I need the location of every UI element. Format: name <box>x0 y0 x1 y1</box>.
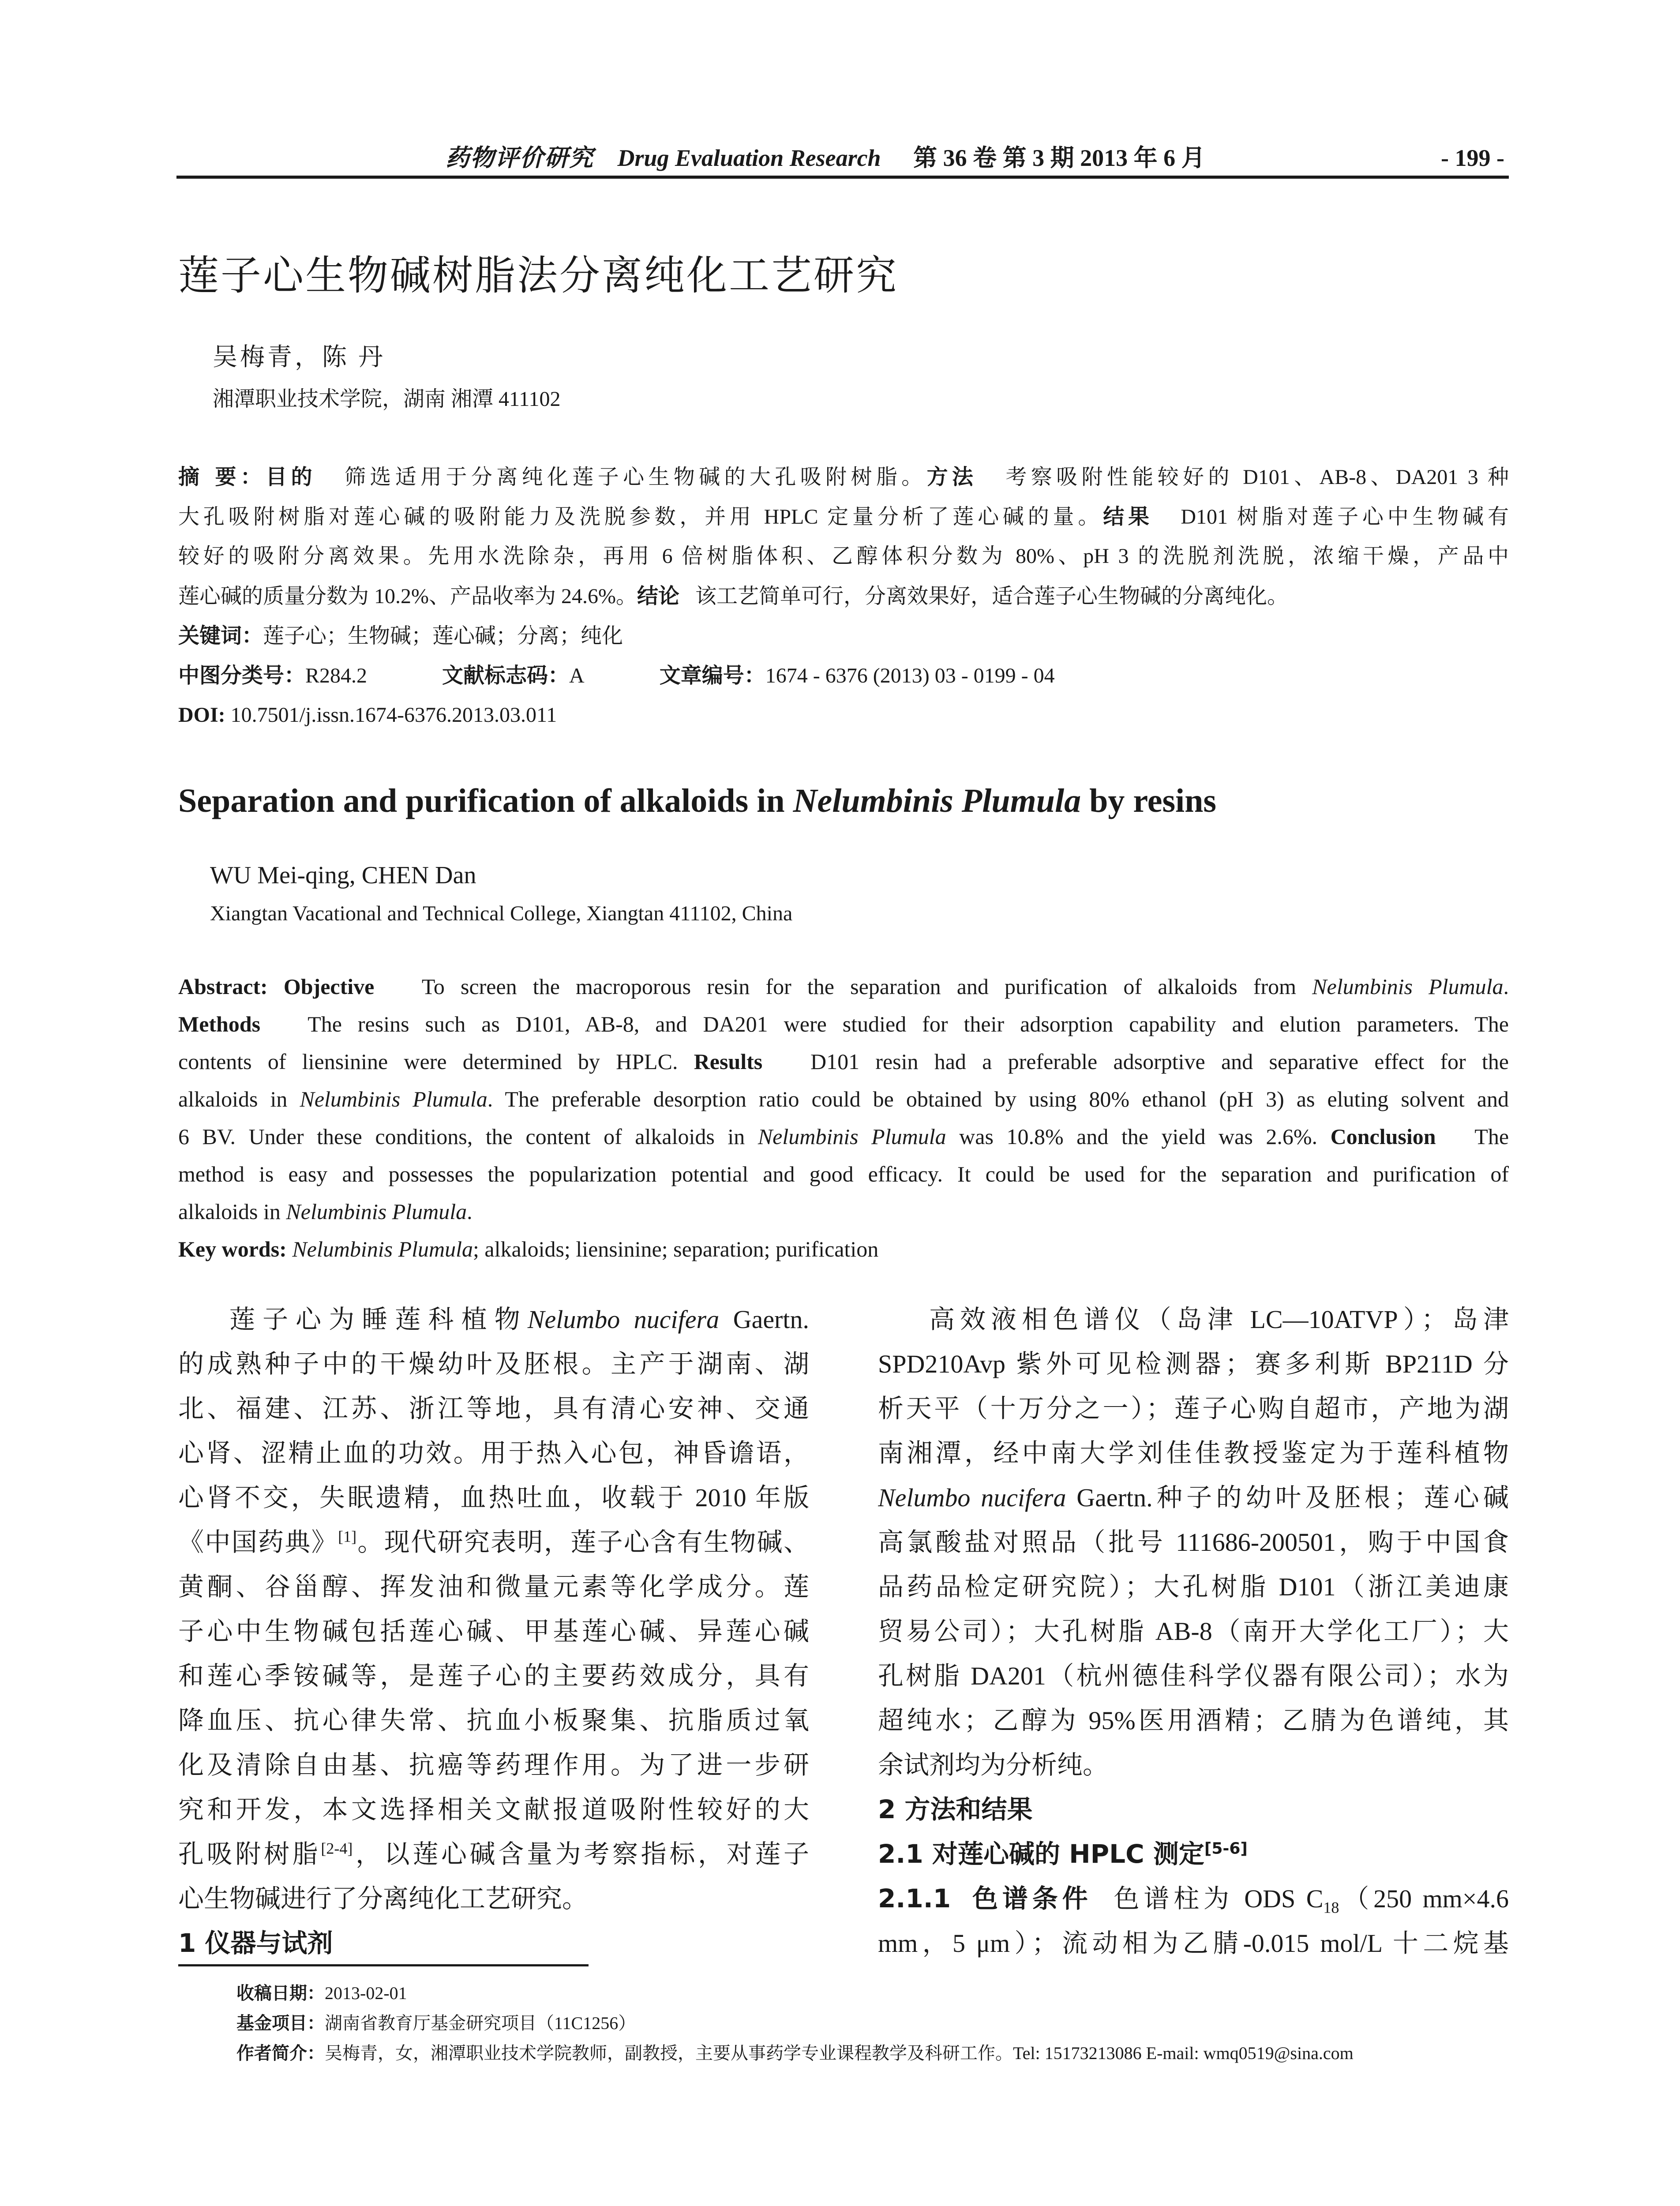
abstract-cn-line <box>178 576 1509 616</box>
subsubsection-title: 色谱条件 <box>972 1883 1092 1913</box>
abstract-en-text: 6 BV. Under these conditions, the content of alkaloids in <box>178 1124 745 1149</box>
abstract-en-italic: Nelumbinis Plumula <box>300 1087 488 1111</box>
abstract-en-label: Abstract: <box>178 974 268 999</box>
body-text: 莲子心为睡莲科植物 <box>229 1305 528 1334</box>
abstract-text: 筛选适用于分离纯化莲子心生物碱的大孔吸附树脂。 <box>345 465 927 489</box>
body-line: 品药品检定研究院）；大孔树脂 D101（浙江美迪康 <box>878 1572 1509 1601</box>
doi-line <box>178 695 1509 735</box>
body-line: 子心中生物碱包括莲心碱、甲基莲心碱、异莲心碱 <box>178 1617 809 1646</box>
doc-code-value: A <box>569 664 585 687</box>
body-italic: Nelumbo nucifera <box>878 1483 1066 1512</box>
keywords-label: 关键词： <box>178 623 263 648</box>
keywords-en <box>178 1231 1509 1268</box>
header-rule <box>176 176 1509 179</box>
objective-en-label: Objective <box>283 974 375 999</box>
abstract-text: 考察吸附性能较好的 D101、AB-8、DA201 3 种 <box>1005 465 1509 489</box>
section-heading: 1 仪器与试剂 <box>178 1928 333 1958</box>
subsubsection-number: 2.1.1 <box>878 1883 951 1913</box>
body-line <box>178 1832 809 1876</box>
abstract-en-text: . <box>467 1199 472 1224</box>
footnote-label: 基金项目： <box>236 2013 325 2033</box>
results-en-label: Results <box>694 1049 763 1074</box>
abstract-cn-line <box>178 497 1509 536</box>
body-line <box>878 1475 1509 1520</box>
journal-issue: 第 36 卷 第 3 期 2013 年 6 月 <box>913 145 1205 171</box>
body-text: 《中国药典》 <box>178 1528 338 1557</box>
keywords-cn <box>178 616 1509 656</box>
abstract-cn-line <box>178 536 1509 576</box>
abstract-en-text: The resins such as D101, AB-8, and DA201 were studied for their adsorption capability and elution parameters. The <box>308 1012 1509 1036</box>
abstract-en <box>178 968 1509 1268</box>
page-number: - 199 - <box>1441 145 1504 171</box>
body-text: ，以莲心碱含量为考察指标，对莲子 <box>352 1840 809 1868</box>
results-label: 结果 <box>1103 504 1153 529</box>
title-cn: 莲子心生物碱树脂法分离纯化工艺研究 <box>178 252 899 299</box>
subsection-title: 2.1 对莲心碱的 HPLC 测定 <box>878 1839 1204 1869</box>
abstract-en-line <box>178 1156 1509 1193</box>
objective-label: 目的 <box>266 465 316 489</box>
section-heading: 2 方法和结果 <box>878 1794 1033 1824</box>
footnote-received <box>236 1978 1354 2008</box>
body-line: 超纯水；乙醇为 95%医用酒精；乙腈为色谱纯，其 <box>878 1706 1509 1735</box>
abstract-en-line <box>178 1005 1509 1043</box>
body-line: 降血压、抗心律失常、抗血小板聚集、抗脂质过氧 <box>178 1706 809 1735</box>
abstract-text: 较好的吸附分离效果。先用水洗除杂，再用 6 倍树脂体积、乙醇体积分数为 80%、pH 3 的洗脱剂洗脱，浓缩干燥，产品中 <box>178 544 1509 568</box>
body-line <box>178 1297 809 1342</box>
clc-label: 中图分类号： <box>178 663 306 688</box>
keywords-en-italic: Nelumbinis Plumula <box>292 1237 473 1261</box>
citation-ref: [2-4] <box>321 1839 353 1857</box>
body-line: 心肾不交，失眠遗精，血热吐血，收载于 2010 年版 <box>178 1483 809 1512</box>
affiliation-cn: 湘潭职业技术学院，湖南 湘潭 411102 <box>213 387 561 411</box>
article-no-label: 文章编号： <box>659 663 765 688</box>
body-column-right <box>878 1297 1509 1966</box>
body-line: SPD210Avp 紫外可见检测器；赛多利斯 BP211D 分 <box>878 1350 1509 1378</box>
doi-value: 10.7501/j.issn.1674-6376.2013.03.011 <box>230 703 557 727</box>
methods-label: 方法 <box>926 465 978 489</box>
abstract-en-text: contents of liensinine were determined by HPLC. <box>178 1049 678 1074</box>
body-text: （250 mm×4.6 <box>1339 1884 1509 1913</box>
body-line: 高效液相色谱仪（岛津 LC—10ATVP）；岛津 <box>929 1305 1509 1334</box>
classification-line <box>178 656 1509 695</box>
doi-label: DOI: <box>178 703 225 727</box>
body-line: 黄酮、谷甾醇、挥发油和微量元素等化学成分。莲 <box>178 1572 809 1601</box>
journal-en-name: Drug Evaluation Research <box>617 145 881 171</box>
body-line <box>178 1520 809 1564</box>
body-italic: Nelumbo nucifera <box>527 1305 720 1334</box>
body-line: 余试剂均为分析纯。 <box>878 1751 1109 1779</box>
body-line: 北、福建、江苏、浙江等地，具有清心安神、交通 <box>178 1394 809 1423</box>
doc-code-label: 文献标志码： <box>442 663 570 688</box>
abstract-en-italic: Nelumbinis Plumula <box>1312 974 1504 999</box>
footnote-fund <box>236 2008 1354 2038</box>
abstract-en-text: The <box>1474 1124 1509 1149</box>
keywords-text: 莲子心；生物碱；莲心碱；分离；纯化 <box>263 624 623 648</box>
clc-value: R284.2 <box>305 664 368 687</box>
conclusion-en-label: Conclusion <box>1330 1124 1436 1149</box>
body-line: 化及清除自由基、抗癌等药理作用。为了进一步研 <box>178 1751 809 1779</box>
subscript: 18 <box>1323 1898 1339 1917</box>
abstract-en-text: To screen the macroporous resin for the separation and purification of alkaloids from <box>421 974 1297 999</box>
abstract-en-text: alkaloids in <box>178 1199 281 1224</box>
abstract-cn-line <box>178 457 1509 497</box>
keywords-en-text: ; alkaloids; liensinine; separation; purification <box>473 1237 879 1261</box>
title-en-italic: Nelumbinis Plumula <box>793 782 1081 819</box>
journal-info <box>446 140 1205 176</box>
body-text: 色谱柱为 ODS C <box>1114 1884 1324 1913</box>
subsection-heading <box>878 1832 1509 1876</box>
abstract-en-line <box>178 1080 1509 1118</box>
footnote-label: 作者简介： <box>236 2043 325 2063</box>
abstract-text: D101 树脂对莲子心中生物碱有 <box>1181 505 1509 529</box>
body-text: Gaertn. <box>733 1305 809 1334</box>
footnote-author <box>236 2038 1354 2068</box>
body-line: 贸易公司）；大孔树脂 AB-8（南开大学化工厂）；大 <box>878 1617 1509 1646</box>
running-header <box>176 140 1509 176</box>
footnote-rule <box>178 1964 589 1966</box>
body-line: 高氯酸盐对照品（批号 111686-200501，购于中国食 <box>878 1528 1509 1557</box>
title-en-part: by resins <box>1081 782 1217 819</box>
title-en-part: Separation and purification of alkaloids in <box>178 782 793 819</box>
body-text: 孔吸附树脂 <box>178 1840 321 1868</box>
body-column-left <box>178 1297 809 1966</box>
abstract-en-line <box>178 968 1509 1005</box>
abstract-en-line <box>178 1043 1509 1080</box>
body-line: 析天平（十万分之一）；莲子心购自超市，产地为湖 <box>878 1394 1509 1423</box>
body-line: 和莲心季铵碱等，是莲子心的主要药效成分，具有 <box>178 1662 809 1690</box>
citation-ref: [5-6] <box>1204 1839 1248 1858</box>
abstract-en-italic: Nelumbinis Plumula <box>286 1199 467 1224</box>
title-en <box>178 777 1216 825</box>
abstract-en-text: . <box>1503 974 1509 999</box>
footnote-text: 吴梅青，女，湘潭职业技术学院教师，副教授，主要从事药学专业课程教学及科研工作。Tel: 15173213086 E-mail: wmq0519@sina.com <box>325 2043 1354 2063</box>
journal-cn-logo: 药物评价研究 <box>446 145 594 171</box>
body-text: Gaertn.种子的幼叶及胚根；莲心碱 <box>1076 1483 1509 1512</box>
authors-en: WU Mei-qing, CHEN Dan <box>210 862 476 889</box>
body-line: 究和开发，本文选择相关文献报道吸附性较好的大 <box>178 1795 809 1824</box>
article-no-value: 1674 - 6376 (2013) 03 - 0199 - 04 <box>765 664 1055 687</box>
abstract-cn <box>178 457 1509 735</box>
abstract-en-italic: Nelumbinis Plumula <box>758 1124 946 1149</box>
abstract-en-text: alkaloids in <box>178 1087 288 1111</box>
footnotes <box>236 1978 1354 2068</box>
affiliation-en: Xiangtan Vacational and Technical College, Xiangtan 411102, China <box>210 902 793 925</box>
abstract-label: 摘 要： <box>178 465 266 489</box>
abstract-en-line <box>178 1193 1509 1231</box>
footnote-text: 湖南省教育厅基金研究项目（11C1256） <box>325 2013 636 2033</box>
body-line <box>878 1876 1509 1921</box>
abstract-en-text: . The preferable desorption ratio could be obtained by using 80% ethanol (pH 3) as eluting solvent and <box>487 1087 1509 1111</box>
abstract-en-line <box>178 1118 1509 1156</box>
body-text: 。现代研究表明，莲子心含有生物碱、 <box>356 1528 809 1557</box>
keywords-en-label: Key words: <box>178 1237 287 1261</box>
abstract-text: 莲心碱的质量分数为 10.2%、产品收率为 24.6%。 <box>178 585 637 608</box>
body-line: 孔树脂 DA201（杭州德佳科学仪器有限公司）；水为 <box>878 1662 1509 1690</box>
abstract-en-text: was 10.8% and the yield was 2.6%. <box>959 1124 1318 1149</box>
body-line: 心肾、涩精止血的功效。用于热入心包，神昏谵语， <box>178 1439 809 1467</box>
body-line: 南湘潭，经中南大学刘佳佳教授鉴定为于莲科植物 <box>878 1439 1509 1467</box>
citation-ref: [1] <box>338 1527 357 1546</box>
body-line: mm，5 μm）；流动相为乙腈-0.015 mol/L 十二烷基 <box>878 1929 1509 1958</box>
footnote-label: 收稿日期： <box>236 1983 325 2003</box>
body-line: 心生物碱进行了分离纯化工艺研究。 <box>178 1884 588 1913</box>
abstract-text: 该工艺简单可行，分离效果好，适合莲子心生物碱的分离纯化。 <box>695 585 1289 608</box>
body-line: 的成熟种子中的干燥幼叶及胚根。主产于湖南、湖 <box>178 1350 809 1378</box>
conclusion-label: 结论 <box>637 584 679 608</box>
abstract-en-text: method is easy and possesses the popularization potential and good efficacy. It could be used for the separation and purification of <box>178 1162 1509 1186</box>
abstract-text: 大孔吸附树脂对莲心碱的吸附能力及洗脱参数，并用 HPLC 定量分析了莲心碱的量。 <box>178 505 1103 529</box>
footnote-text: 2013-02-01 <box>325 1983 407 2003</box>
abstract-en-text: D101 resin had a preferable adsorptive and separative effect for the <box>810 1049 1509 1074</box>
methods-en-label: Methods <box>178 1012 261 1036</box>
authors-cn: 吴梅青，陈 丹 <box>213 344 386 371</box>
